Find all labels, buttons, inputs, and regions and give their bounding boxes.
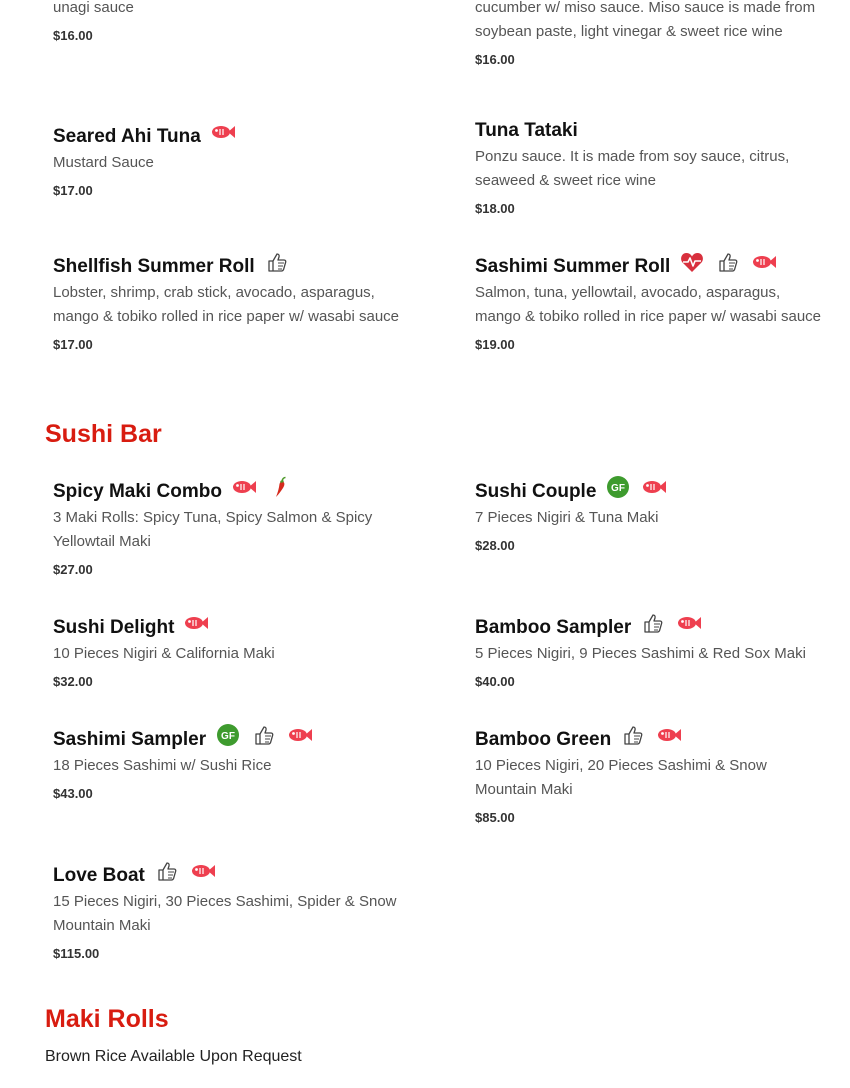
item-name-row [475, 119, 827, 143]
item-description: 15 Pieces Nigiri, 30 Pieces Sashimi, Spider & Snow Mountain Maki [53, 893, 397, 934]
menu-item-sashimi-sampler[interactable] [53, 728, 405, 801]
menu-item-seared-ahi-tuna[interactable] [53, 125, 405, 198]
fish-icon [211, 121, 235, 143]
gf-badge-text: GF [221, 731, 236, 742]
gluten-free-icon [606, 476, 630, 498]
fish-icon [184, 612, 208, 634]
item-description: Salmon, tuna, yellowtail, avocado, asparagus, mango & tobiko rolled in rice paper w/ wasabi sauce [475, 284, 822, 325]
item-icons [211, 121, 235, 143]
gf-badge-text: GF [611, 483, 626, 494]
fish-icon [288, 724, 312, 746]
item-description: unagi sauce [53, 0, 134, 16]
item-name: Sushi Delight [53, 617, 175, 638]
thumbs-up-icon [716, 251, 740, 273]
item-icons [265, 251, 289, 273]
item-icons [606, 476, 666, 498]
menu-item-spicy-maki-combo[interactable] [53, 480, 405, 577]
item-price: $43.00 [53, 786, 93, 801]
menu-item-sushi-couple[interactable] [475, 480, 827, 553]
menu-item-bamboo-sampler[interactable] [475, 616, 835, 689]
fish-icon [191, 860, 215, 882]
item-description: 18 Pieces Sashimi w/ Sushi Rice [53, 757, 272, 774]
menu-item-tuna-tataki[interactable] [475, 119, 827, 216]
heart-icon [680, 251, 704, 273]
item-name-row [53, 616, 405, 640]
item-icons [232, 476, 292, 498]
item-name: Shellfish Summer Roll [53, 256, 255, 277]
item-price: $85.00 [475, 810, 515, 825]
item-description: 10 Pieces Nigiri & California Maki [53, 645, 275, 662]
item-price: $40.00 [475, 674, 515, 689]
menu-item-shellfish-summer-roll[interactable] [53, 255, 405, 352]
item-name-row [475, 255, 827, 279]
item-price: $115.00 [53, 946, 100, 961]
item-name-row [53, 728, 405, 752]
item-icons [184, 612, 208, 634]
menu-item-love-boat[interactable] [53, 864, 405, 961]
item-price: $16.00 [475, 52, 515, 67]
section-heading-maki-rolls: Maki Rolls [45, 1005, 169, 1033]
section-heading-sushi-bar: Sushi Bar [45, 420, 162, 448]
item-name: Sushi Couple [475, 481, 597, 502]
maki-rolls-note: Brown Rice Available Upon Request [45, 1048, 302, 1065]
item-name-row [53, 125, 405, 149]
fish-icon [752, 251, 776, 273]
thumbs-up-icon [155, 860, 179, 882]
item-name: Seared Ahi Tuna [53, 126, 201, 147]
item-name-row [53, 864, 405, 888]
menu-item-sushi-delight[interactable] [53, 616, 405, 689]
item-icons [680, 251, 776, 273]
menu-item-unagi [53, 0, 405, 43]
item-name: Bamboo Green [475, 729, 612, 750]
fish-icon [657, 724, 681, 746]
item-name: Tuna Tataki [475, 120, 578, 141]
item-name: Bamboo Sampler [475, 617, 632, 638]
item-price: $32.00 [53, 674, 93, 689]
item-description: cucumber w/ miso sauce. Miso sauce is made from soybean paste, light vinegar & sweet rice wine [475, 0, 816, 40]
item-price: $16.00 [53, 28, 93, 43]
item-name: Sashimi Summer Roll [475, 256, 671, 277]
item-name-row [53, 255, 405, 279]
item-description: 5 Pieces Nigiri, 9 Pieces Sashimi & Red Sox Maki [475, 645, 806, 662]
item-name-row [475, 616, 835, 640]
thumbs-up-icon [641, 612, 665, 634]
item-price: $18.00 [475, 201, 515, 216]
item-price: $17.00 [53, 337, 93, 352]
item-description: Ponzu sauce. It is made from soy sauce, citrus, seaweed & sweet rice wine [475, 148, 790, 189]
item-description: 7 Pieces Nigiri & Tuna Maki [475, 509, 659, 526]
item-icons [621, 724, 681, 746]
item-icons [216, 724, 312, 746]
fish-icon [677, 612, 701, 634]
menu-item-miso [475, 0, 827, 67]
thumbs-up-icon [621, 724, 645, 746]
item-price: $27.00 [53, 562, 93, 577]
item-description: Mustard Sauce [53, 154, 154, 171]
item-price: $19.00 [475, 337, 515, 352]
menu-item-bamboo-green[interactable] [475, 728, 827, 825]
item-name-row [53, 480, 405, 504]
fish-icon [232, 476, 256, 498]
item-icons [155, 860, 215, 882]
menu-item-sashimi-summer-roll[interactable] [475, 255, 827, 352]
fish-icon [642, 476, 666, 498]
item-price: $28.00 [475, 538, 515, 553]
item-name-row [475, 480, 827, 504]
item-name: Love Boat [53, 865, 145, 886]
thumbs-up-icon [252, 724, 276, 746]
item-name: Sashimi Sampler [53, 729, 207, 750]
item-price: $17.00 [53, 183, 93, 198]
item-icons [641, 612, 701, 634]
item-description: 10 Pieces Nigiri, 20 Pieces Sashimi & Snow Mountain Maki [475, 757, 767, 798]
item-name: Spicy Maki Combo [53, 481, 222, 502]
chili-pepper-icon [268, 476, 292, 498]
item-description: Lobster, shrimp, crab stick, avocado, asparagus, mango & tobiko rolled in rice paper w/ wasabi sauce [53, 284, 400, 325]
gluten-free-icon [216, 724, 240, 746]
thumbs-up-icon [265, 251, 289, 273]
item-name-row [475, 728, 827, 752]
item-description: 3 Maki Rolls: Spicy Tuna, Spicy Salmon & Spicy Yellowtail Maki [53, 509, 373, 550]
